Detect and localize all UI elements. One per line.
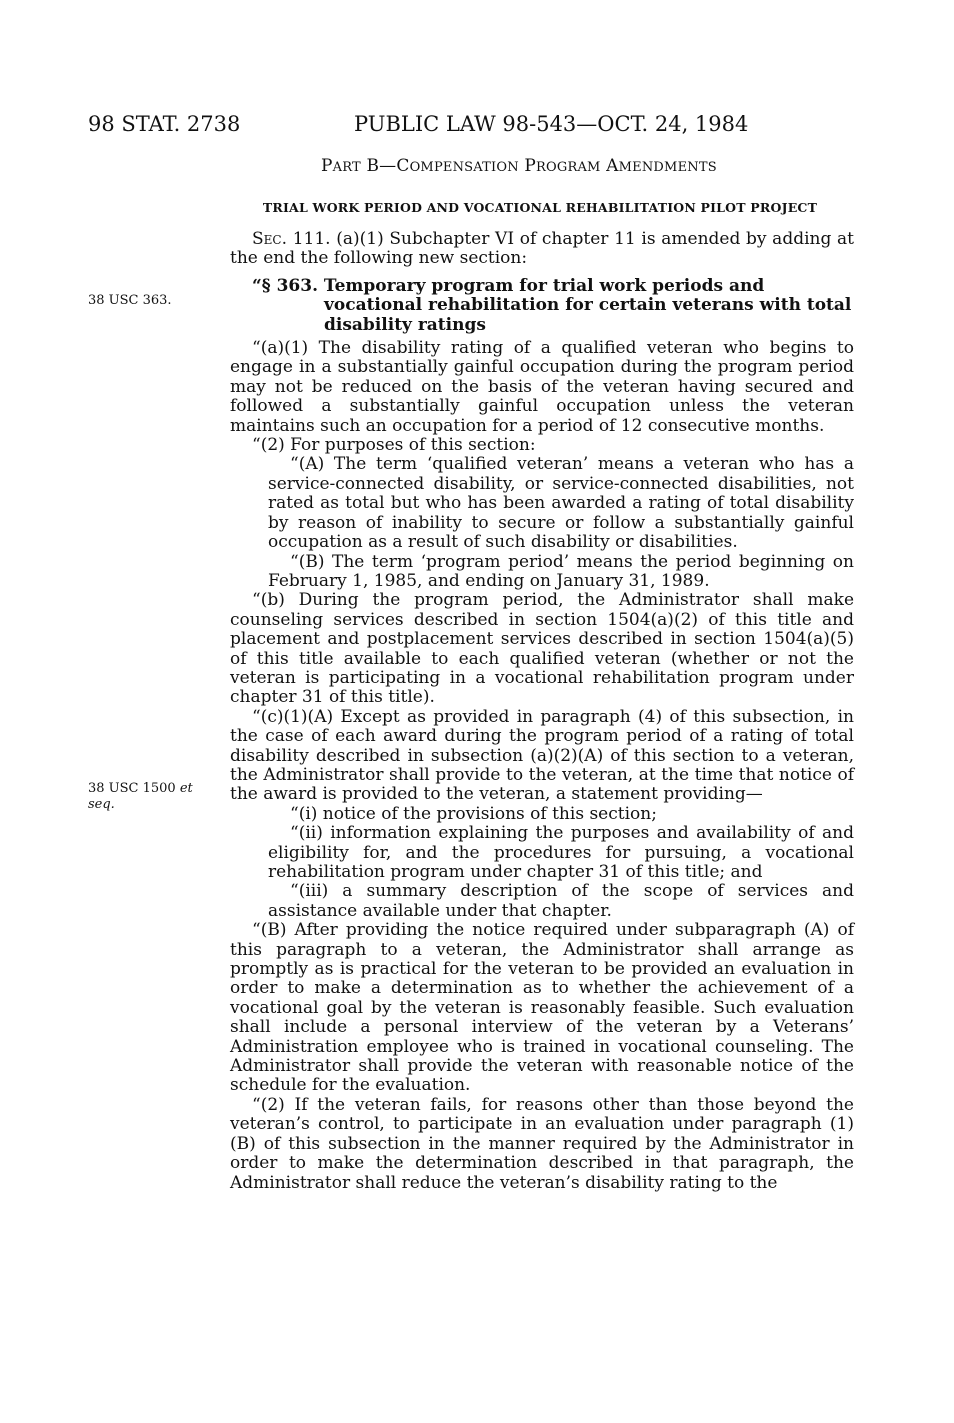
paragraph-c1B: “(B) After providing the notice required under subparagraph (A) of this paragraph to a veteran, the Administrator shall arrange as promptly as is practical for the veteran to be provided an evaluation in order to make a determination as to whether the achievement of a vocational goal by the veteran is reasonably feasible. Such evaluation shall include a personal interview of the veteran by a Veterans’ Administration employee who is trained in vocational counseling. The Administrator shall provide the veteran with reasonable notice of the schedule for the evaluation. [230,920,854,1096]
section-intro: Sec. 111. (a)(1) Subchapter VI of chapter 11 is amended by adding at the end the following new section: [230,229,854,269]
paragraph-a1: “(a)(1) The disability rating of a qualified veteran who begins to engage in a substantially gainful occupation during the program period may not be reduced on the basis of the veteran having secured and followed a substantially gainful occupation unless the veteran maintains such an occupation for a period of 12 consecutive months. [230,338,854,436]
margin-note-usc-363: 38 USC 363. [88,293,172,308]
paragraph-c1A: “(c)(1)(A) Except as provided in paragraph (4) of this subsection, in the case of each award during the program period of a rating of total disability described in subsection (a)(2)(A) of this section to a veteran, the Administrator shall provide to the veteran, at the time that notice of the award is provided to the veteran, a statement providing— [230,706,854,805]
page-header-title: PUBLIC LAW 98-543—OCT. 24, 1984 [354,112,749,136]
page-reference: 98 STAT. 2738 [88,112,241,136]
clause-i: “(i) notice of the provisions of this section; [290,803,657,824]
paragraph-a2A: “(A) The term ‘qualified veteran’ means a veteran who has a service-connected disability, or service-connected disabilities, not rated as total but who has been awarded a rating of total disability by reason of inability to secure or follow a substantially gainful occupation as a result of such disability or disabilities. [268,454,854,553]
clause-ii: “(ii) information explaining the purposes and availability of and eligibility for, and the procedures for pursuing, a vocational rehabilitation program under chapter 31 of this title; and [268,823,854,882]
statute-body [230,230,854,1193]
part-title: PART B—COMPENSATION PROGRAM AMENDMENTS [321,156,717,176]
section-heading: TRIAL WORK PERIOD AND VOCATIONAL REHABILITATION PILOT PROJECT [262,200,818,215]
section-363-heading: “§ 363. Temporary program for trial work periods and vocational rehabilitation for certain veterans with total disability ratings [252,275,852,335]
paragraph-c2: “(2) If the veteran fails, for reasons other than those beyond the veteran’s control, to participate in an evaluation under paragraph (1)(B) of this subsection in the manner required by the Administrator in order to make the determination described in that paragraph, the Administrator shall reduce the veteran’s disability rating to the [230,1094,854,1193]
paragraph-a2: “(2) For purposes of this section: [252,435,536,456]
margin-note-usc-1500: 38 USC 1500 et seq. [88,781,193,812]
paragraph-a2B: “(B) The term ‘program period’ means the period beginning on February 1, 1985, and ending on January 31, 1989. [268,551,854,591]
paragraph-b: “(b) During the program period, the Administrator shall make counseling services described in section 1504(a)(2) of this title and placement and postplacement services described in section 1504(a)(5) of this title available to each qualified veteran (whether or not the veteran is participating in a vocational rehabilitation program under chapter 31 of this title). [230,590,854,708]
clause-iii: “(iii) a summary description of the scope of services and assistance available under that chapter. [268,881,854,921]
